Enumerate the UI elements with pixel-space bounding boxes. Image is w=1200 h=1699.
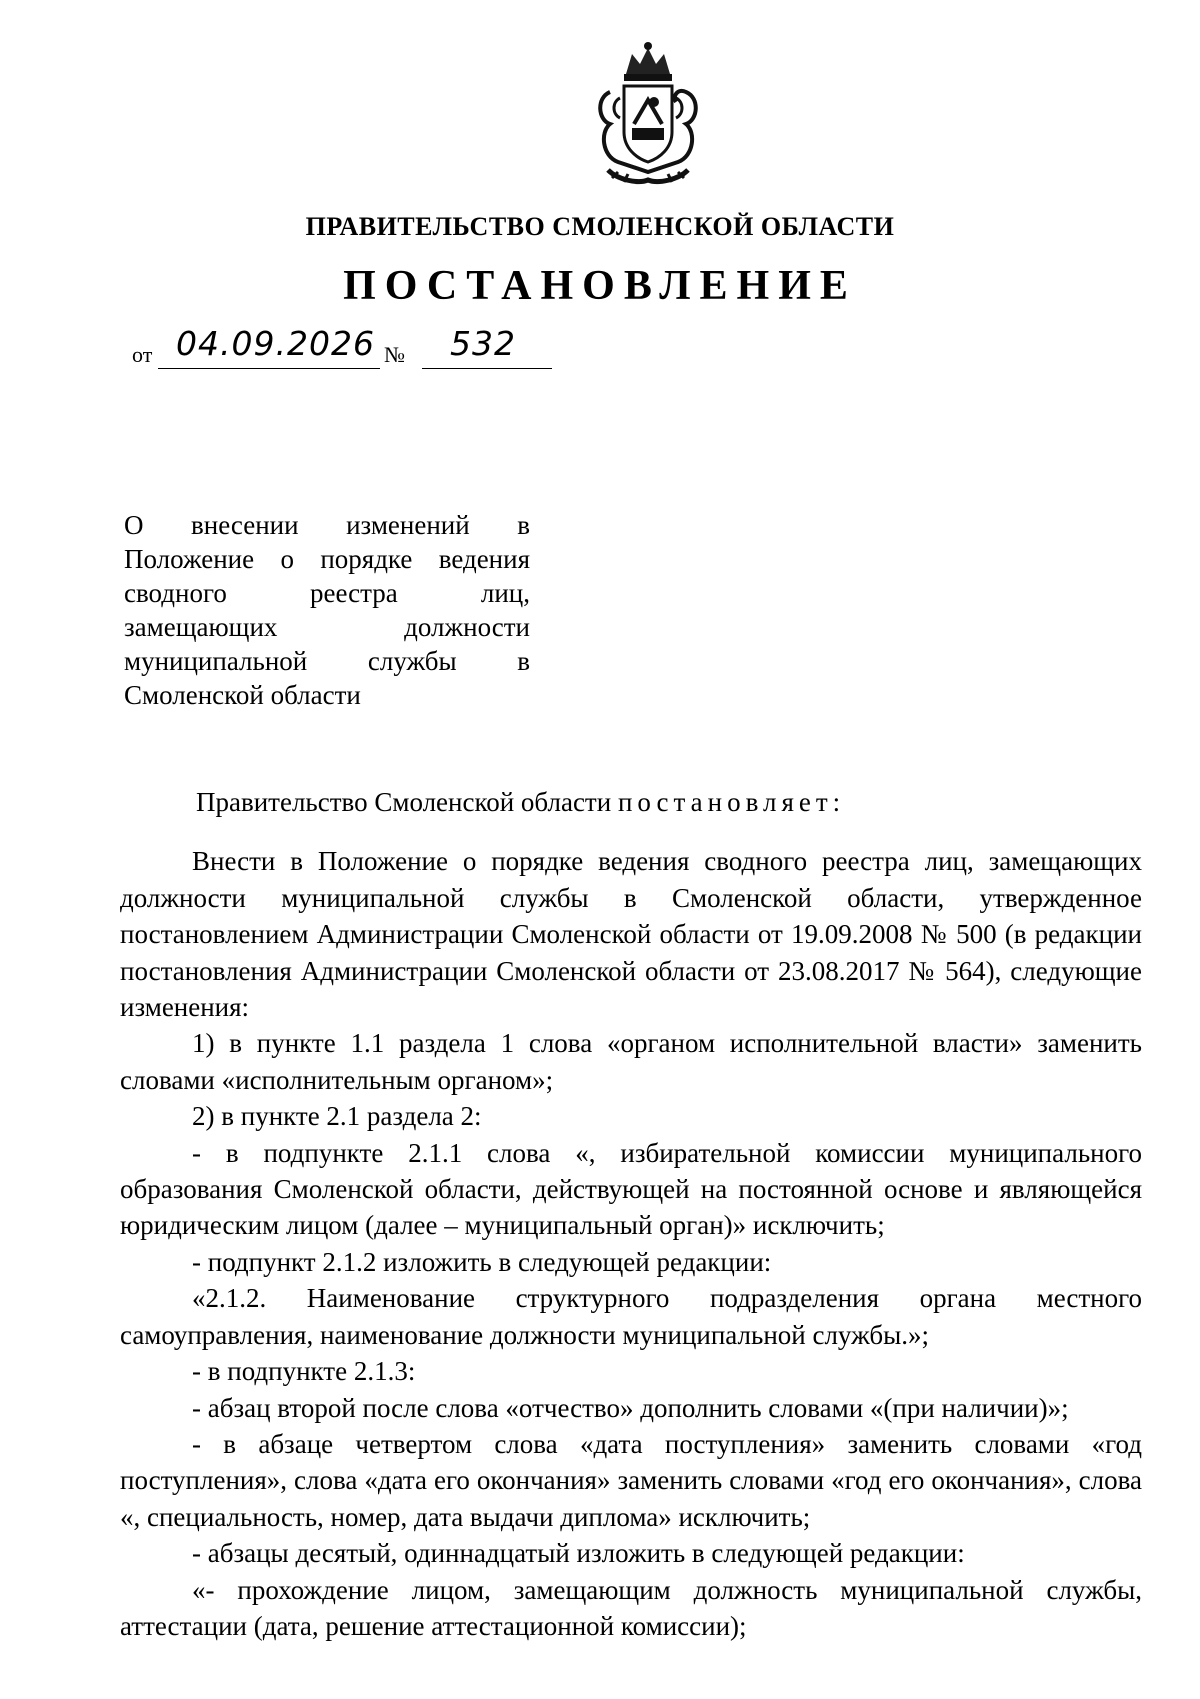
body-paragraph: - в подпункте 2.1.1 слова «, избирательной комиссии муниципального образования Смоленской области, действующей на постоянной основе и являющейся юридическим лицом (далее – муниципальный орган)» исключить;: [120, 1137, 1142, 1241]
date-prefix-label: от: [132, 342, 153, 367]
title-word: замещающих: [124, 612, 278, 642]
title-line: [124, 542, 530, 576]
number-underline: [422, 368, 552, 369]
title-word: службы: [367, 646, 457, 676]
date-underline: [158, 368, 380, 369]
title-line: [124, 576, 530, 610]
handwritten-date: 04.09.2026: [176, 324, 375, 363]
title-word: Смоленской области: [124, 680, 361, 710]
title-word: изменений: [346, 510, 470, 540]
number-prefix-label: №: [384, 342, 405, 367]
body-paragraph: - абзац второй после слова «отчество» дополнить словами «(при наличии)»;: [192, 1392, 1069, 1423]
body-paragraph: «- прохождение лицом, замещающим должность муниципальной службы, аттестации (дата, решение аттестационной комиссии);: [120, 1574, 1142, 1641]
body-paragraph: - в абзаце четвертом слова «дата поступления» заменить словами «год поступления», слова «дата его окончания» заменить словами «год его окончания», слова «, специальность, номер, дата выдачи диплома» исключить;: [120, 1428, 1142, 1532]
body-paragraph: 2) в пункте 2.1 раздела 2:: [192, 1101, 482, 1132]
document-subject-title: [124, 508, 530, 712]
title-word: в: [517, 510, 530, 540]
body-paragraph: «2.1.2. Наименование структурного подразделения органа местного самоуправления, наименование должности муниципальной службы.»;: [120, 1283, 1142, 1350]
title-word: внесении: [191, 510, 299, 540]
document-body: [120, 784, 1142, 1644]
title-word: порядке: [320, 544, 413, 574]
decree-intro: Правительство Смоленской области: [196, 787, 612, 817]
body-paragraph: - в подпункте 2.1.3:: [192, 1356, 416, 1387]
title-line: [124, 678, 530, 712]
body-paragraph: Внести в Положение о порядке ведения сводного реестра лиц, замещающих должности муниципальной службы в Смоленской области, утвержденное постановлением Администрации Смоленской области от 19.09.2008 № 500 (в редакции постановления Администрации Смоленской области от 23.08.2017 № 564), следующие изменения:: [120, 846, 1142, 1023]
body-paragraph: - подпункт 2.1.2 изложить в следующей редакции:: [192, 1246, 772, 1277]
body-paragraph: - абзацы десятый, одиннадцатый изложить в следующей редакции:: [192, 1538, 965, 1569]
title-line: [124, 610, 530, 644]
smolensk-coat-of-arms-emblem: [588, 40, 708, 190]
decree-verb: постановляет:: [617, 787, 846, 817]
title-line: [124, 644, 530, 678]
title-word: Положение: [124, 544, 255, 574]
handwritten-number: 532: [450, 324, 516, 363]
title-word: о: [280, 544, 294, 574]
organization-name: ПРАВИТЕЛЬСТВО СМОЛЕНСКОЙ ОБЛАСТИ: [305, 212, 895, 241]
title-word: в: [517, 646, 530, 676]
title-word: муниципальной: [124, 646, 308, 676]
title-word: лиц,: [480, 578, 530, 608]
body-paragraph: 1) в пункте 1.1 раздела 1 слова «органом исполнительной власти» заменить словами «исполнительным органом»;: [120, 1028, 1142, 1095]
decree-line: [120, 784, 1142, 820]
title-word: ведения: [438, 544, 530, 574]
title-word: реестра: [309, 578, 398, 608]
title-word: сводного: [124, 578, 227, 608]
title-word: должности: [404, 612, 530, 642]
title-line: [124, 508, 530, 542]
document-type-title: ПОСТАНОВЛЕНИЕ: [343, 263, 857, 309]
title-word: О: [124, 510, 144, 540]
